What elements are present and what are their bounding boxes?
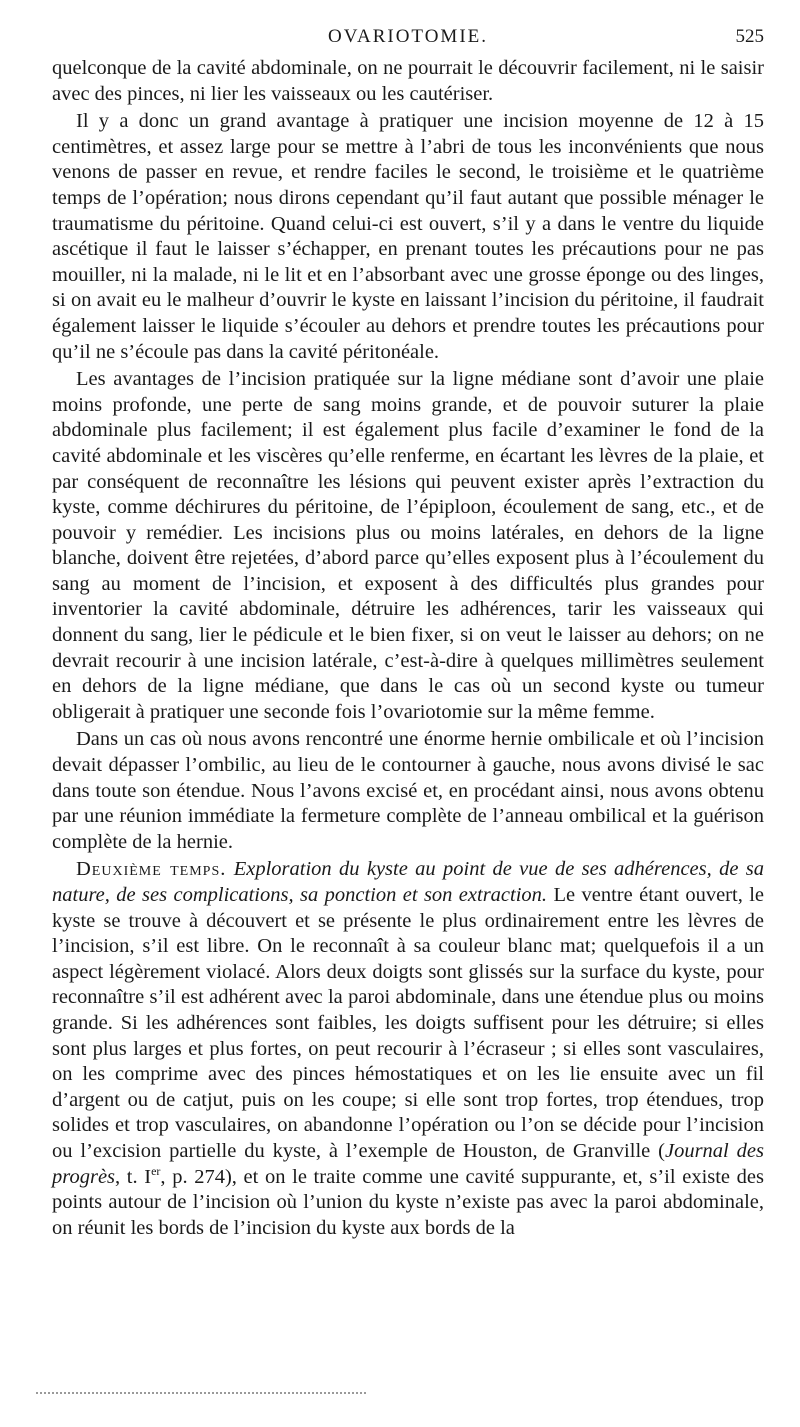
paragraph-2: Il y a donc un grand avantage à pratiquer une incision moyenne de 12 à 15 centimètres, et assez large pour se mettre à l’abri de tous les inconvénients que nous venons de passer en revue, et rendre faciles le second, le troisième et le quatrième temps de l’opération; nous dirons cependant qu’il faut autant que possible ménager le traumatisme du péritoine. Quand celui-ci est ouvert, s’il y a dans le ventre du liquide ascétique il faut le laisser s’échapper, en prenant toutes les précautions pour ne pas mouiller, ni la malade, ni le lit et en l’absorbant avec une grosse éponge ou des linges, si on avait eu le malheur d’ouvrir le kyste en laissant l’incision du péritoine, il faudrait également laisser le liquide s’écouler au dehors et prendre toutes les précautions pour qu’il ne s’écoule pas dans la cavité péritonéale. (52, 110, 764, 363)
section-label: Deuxième temps. (76, 858, 227, 881)
paragraph-5 (52, 857, 764, 1241)
superscript-er: er (151, 1163, 161, 1178)
running-head (52, 26, 764, 56)
paragraph-4: Dans un cas où nous avons rencontré une énorme hernie ombilicale et où l’incision devait dépasser l’ombilic, au lieu de le contourner à gauche, nous avons divisé le sac dans toute son étendue. Nous l’avons excisé et, en procédant ainsi, nous avons obtenu par une réunion immédiate la fermeture complète de l’anneau ombilical et la guérison complète de la hernie. (52, 728, 764, 853)
body-text (52, 56, 764, 1241)
paragraph-1: quelconque de la cavité abdominale, on ne pourrait le découvrir facilement, ni le saisir avec des pinces, ni lier les vaisseaux ou les cautériser. (52, 57, 764, 105)
journal-title: Journal des progrès (52, 1139, 764, 1188)
page (52, 26, 764, 1241)
running-title: OVARIOTOMIE. (328, 26, 488, 47)
footer-dotted-rule (36, 1392, 366, 1394)
paragraph-5-text-b: , t. I (115, 1165, 152, 1188)
section-heading: Exploration du kyste au point de vue de ses adhérences, de sa nature, de ses complications, sa ponction et son extraction. (52, 858, 765, 906)
paragraph-3: Les avantages de l’incision pratiquée sur la ligne médiane sont d’avoir une plaie moins profonde, une perte de sang moins grande, et de pouvoir suturer la plaie abdominale plus facilement; il est également plus facile d’examiner le fond de la cavité abdominale et les viscères qu’elle renferme, en écartant les lèvres de la plaie, et par conséquent de reconnaître les lésions qui peuvent exister après l’extraction du kyste, comme déchirures du péritoine, de l’épiploon, écoulement de sang, etc., et de pouvoir y remédier. Les incisions plus ou moins latérales, en dehors de la ligne blanche, doivent être rejetées, d’abord parce qu’elles exposent plus à l’écoulement du sang au moment de l’incision, et exposent à des difficultés plus grandes pour inventorier la cavité abdominale, détruire les adhérences, tarir les vaisseaux qui donnent du sang, lier le pédicule et le bien fixer, si on veut le laisser au dehors; on ne devrait recourir à une incision latérale, c’est-à-dire à quelques millimètres seulement en dehors de la ligne médiane, que dans le cas où un second kyste ou tumeur obligerait à pratiquer une seconde fois l’ovariotomie sur la même femme. (52, 368, 764, 723)
page-number: 525 (735, 26, 764, 47)
paragraph-5-text-c: , p. 274), et on le traite comme une cavité suppurante, et, s’il existe des points autour de l’incision où l’union du kyste n’existe pas avec la paroi abdominale, on réunit les bords de l’incision du kyste aux bords de la (52, 1165, 764, 1239)
paragraph-5-text-a: Le ventre étant ouvert, le kyste se trouve à découvert et se présente le plus ordinairement entre les lèvres de l’incision, s’il est libre. On le reconnaît à sa couleur blanc mat; quelquefois il a un aspect légèrement violacé. Alors deux doigts sont glissés sur la surface du kyste, pour reconnaître s’il est adhérent avec la paroi abdominale, dans une étendue plus ou moins grande. Si les adhérences sont faibles, les doigts suffisent pour les détruire; si elles sont plus larges et plus fortes, on peut recourir à l’écraseur ; si elles sont vasculaires, on les comprime avec des pinces hémostatiques et on les lie ensuite avec un fil d’argent ou de catjut, puis on les coupe; si elle sont trop fortes, trop étendues, trop solides et trop vasculaires, on abandonne l’opération ou l’on se décide pour l’incision ou l’excision partielle du kyste, à l’exemple de Houston, de Granville ( (52, 884, 765, 1162)
